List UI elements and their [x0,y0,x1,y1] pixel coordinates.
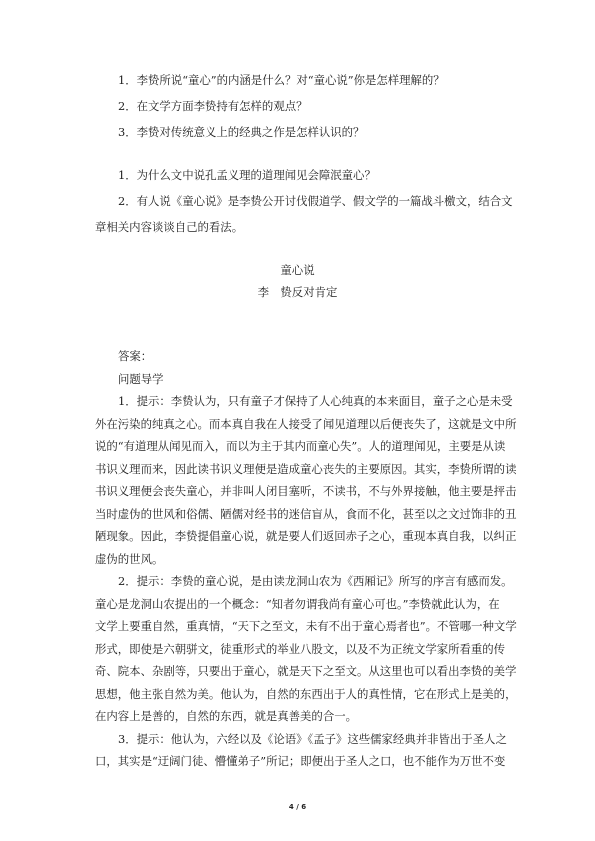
body-line: 当时虚伪的世风和俗儒、陋儒对经书的迷信盲从，食而不化，甚至以之文过饰非的丑 [95,507,517,521]
body-line: 奇、院本、杂剧等，只要出于童心，就是天下之至文。从这里也可以看出李贽的美学 [95,664,517,678]
text-author: 李 贽反对肯定 [257,285,338,299]
body-line: 口，其实是“迂阔门徒、懵懂弟子”所记；即便出于圣人之口，也不能作为万世不变 [95,754,506,768]
page-number: 4 / 6 [288,803,307,811]
question-b-2-cont: 章相关内容谈谈自己的看法。 [95,220,244,234]
question-b-1: 1．为什么文中说孔孟义理的道理闻见会障泯童心？ [118,168,376,182]
body-line: 虚伪的世风。 [95,552,164,566]
body-line: 3．提示：他认为，六经以及《论语》《孟子》这些儒家经典并非皆出于圣人之 [118,732,507,746]
section-label: 问题导学 [118,372,164,386]
body-line: 说的“有道理从闻见而入，而以为主于其内而童心失”。人的道理闻见，主要是从读 [95,439,506,453]
body-line: 1．提示：李贽认为，只有童子才保持了人心纯真的本来面目，童子之心是未受 [118,394,513,408]
question-a-2: 2．在文学方面李贽持有怎样的观点？ [118,99,308,113]
question-a-3: 3．李贽对传统意义上的经典之作是怎样认识的？ [118,125,365,139]
text-title: 童心说 [280,263,315,277]
answer-label: 答案： [118,349,153,363]
body-line: 形式，即使是六朝骈文，徒重形式的举业八股文，以及不为正统文学家所看重的传 [95,642,506,656]
body-line: 文学上要重自然，重真情，“天下之至文，未有不出于童心焉者也”。不管哪一种文学 [95,619,517,633]
body-line: 外在污染的纯真之心。而本真自我在人接受了闻见道理以后便丧失了，这就是文中所 [95,417,517,431]
body-line: 在内容上是善的，自然的东西，就是真善美的合一。 [95,709,357,723]
body-line: 书识义理而来，因此读书识义理便是造成童心丧失的主要原因。其实，李贽所谓的读 [95,462,517,476]
question-a-1: 1．李贽所说“童心”的内涵是什么？对“童心说”你是怎样理解的？ [118,73,445,87]
body-line: 书识义理便会丧失童心，并非叫人闭目塞听，不读书，不与外界接触，他主要是抨击 [95,484,517,498]
body-line: 思想，他主张自然为美。他认为，自然的东西出于人的真性情，它在形式上是美的， [95,687,517,701]
body-line: 2．提示：李贽的童心说，是由读龙洞山农为《西厢记》所写的序言有感而发。 [118,574,513,588]
question-b-2: 2．有人说《童心说》是李贽公开讨伐假道学、假文学的一篇战斗檄文，结合文 [118,194,513,208]
body-line: 童心是龙洞山农提出的一个概念：“知者勿谓我尚有童心可也。”李贽就此认为，在 [95,597,500,611]
body-line: 陋现象。因此，李贽提倡童心说，就是要人们返回赤子之心，重现本真自我，以纠正 [95,529,517,543]
